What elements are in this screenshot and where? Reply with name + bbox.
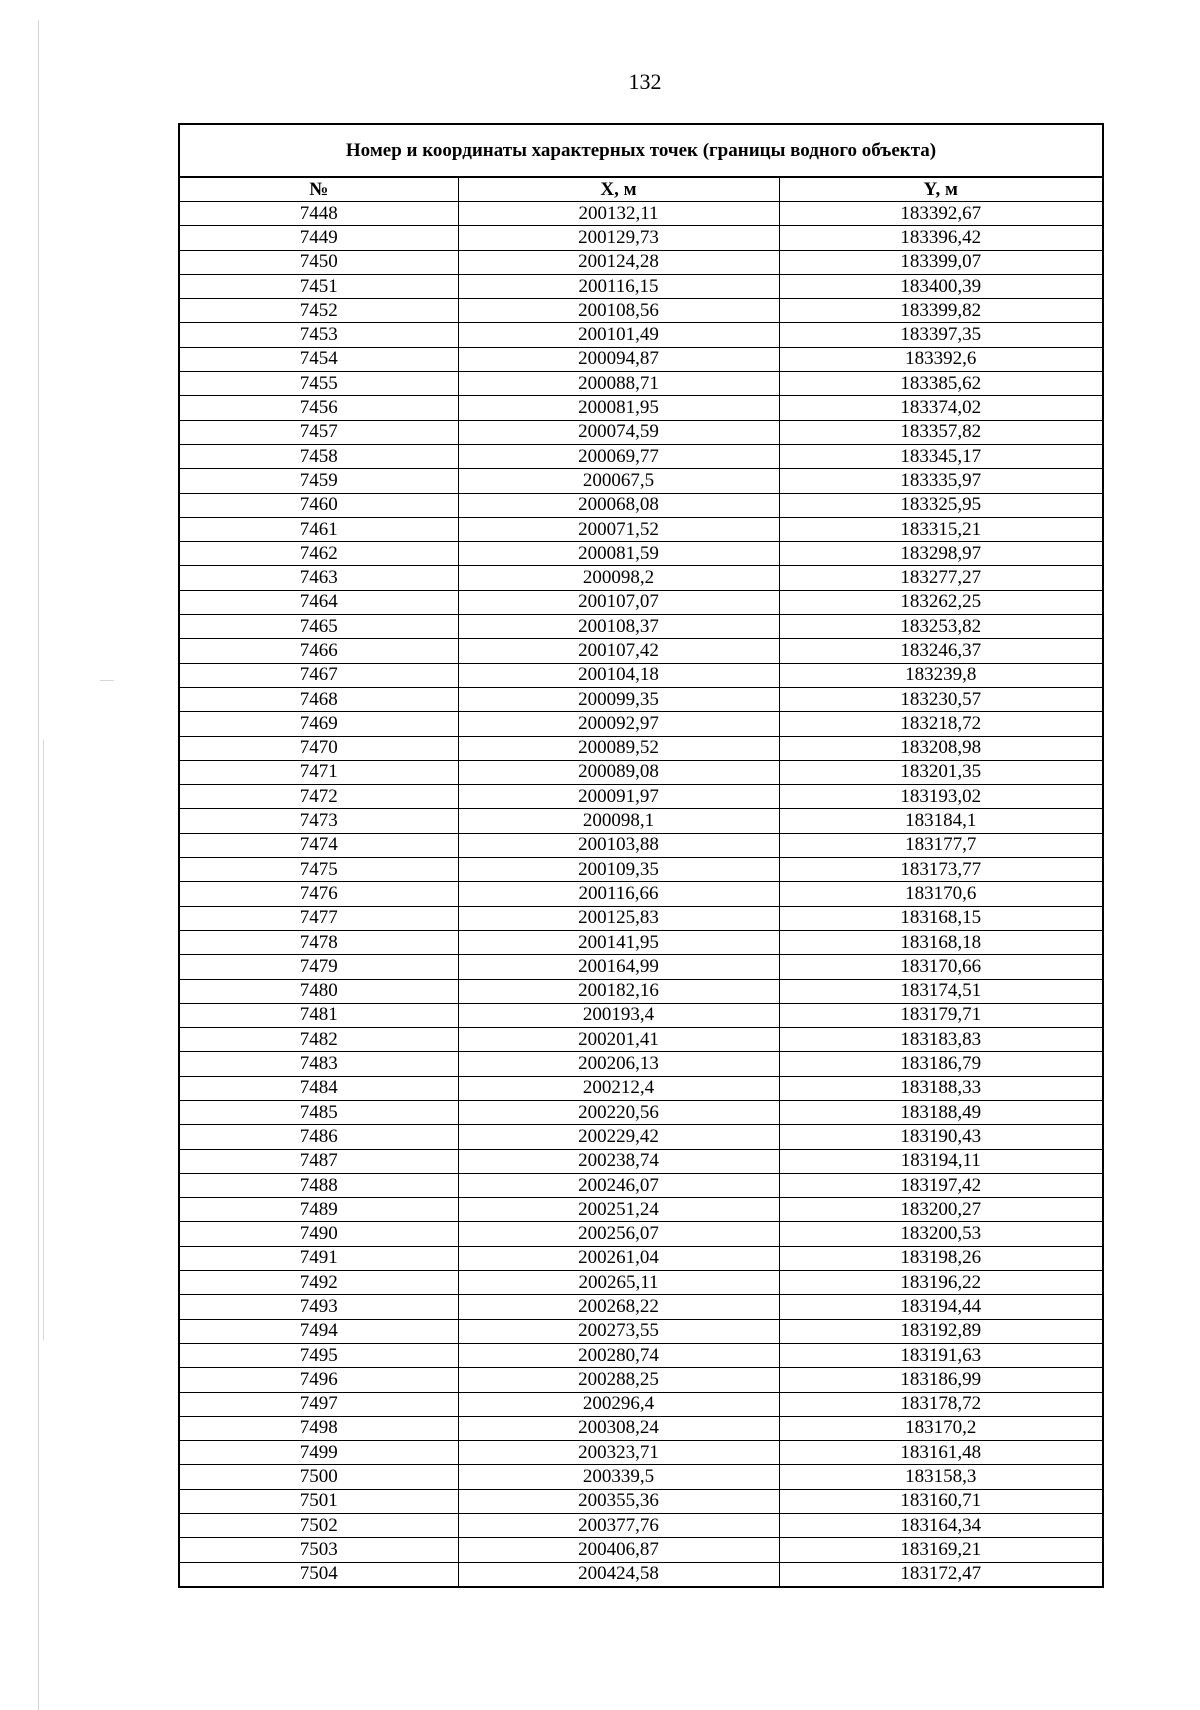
point-number-cell: 7469 [180, 712, 458, 736]
coordinates-grid [180, 178, 1102, 1586]
y-coordinate-cell: 183194,44 [779, 1295, 1102, 1319]
point-number-cell: 7503 [180, 1538, 458, 1562]
y-coordinate-cell: 183174,51 [779, 979, 1102, 1003]
point-number-cell: 7498 [180, 1416, 458, 1440]
point-number-cell: 7489 [180, 1198, 458, 1222]
point-number-cell: 7486 [180, 1125, 458, 1149]
y-coordinate-cell: 183193,02 [779, 785, 1102, 809]
point-number-cell: 7466 [180, 639, 458, 663]
point-number-cell: 7491 [180, 1246, 458, 1270]
point-number-cell: 7492 [180, 1271, 458, 1295]
point-number-cell: 7500 [180, 1465, 458, 1489]
point-number-cell: 7477 [180, 906, 458, 930]
point-number-cell: 7449 [180, 226, 458, 250]
point-number-cell: 7468 [180, 687, 458, 711]
table-row [180, 1538, 1102, 1562]
table-row [180, 517, 1102, 541]
y-coordinate-cell: 183392,6 [779, 347, 1102, 371]
table-row [180, 882, 1102, 906]
x-coordinate-cell: 200116,15 [458, 274, 779, 298]
table-row [180, 226, 1102, 250]
column-header-number: № [180, 178, 458, 202]
x-coordinate-cell: 200220,56 [458, 1100, 779, 1124]
x-coordinate-cell: 200132,11 [458, 202, 779, 226]
table-row [180, 1368, 1102, 1392]
table-row [180, 1100, 1102, 1124]
y-coordinate-cell: 183170,6 [779, 882, 1102, 906]
y-coordinate-cell: 183186,99 [779, 1368, 1102, 1392]
y-coordinate-cell: 183188,33 [779, 1076, 1102, 1100]
table-row [180, 542, 1102, 566]
y-coordinate-cell: 183196,22 [779, 1271, 1102, 1295]
y-coordinate-cell: 183188,49 [779, 1100, 1102, 1124]
x-coordinate-cell: 200108,56 [458, 299, 779, 323]
x-coordinate-cell: 200273,55 [458, 1319, 779, 1343]
table-row [180, 809, 1102, 833]
x-coordinate-cell: 200265,11 [458, 1271, 779, 1295]
y-coordinate-cell: 183172,47 [779, 1562, 1102, 1586]
point-number-cell: 7481 [180, 1003, 458, 1027]
table-row [180, 323, 1102, 347]
x-coordinate-cell: 200081,59 [458, 542, 779, 566]
table-row [180, 639, 1102, 663]
scan-edge-line [38, 20, 39, 1710]
x-coordinate-cell: 200141,95 [458, 930, 779, 954]
table-row [180, 1319, 1102, 1343]
point-number-cell: 7490 [180, 1222, 458, 1246]
y-coordinate-cell: 183184,1 [779, 809, 1102, 833]
table-row [180, 566, 1102, 590]
point-number-cell: 7461 [180, 517, 458, 541]
y-coordinate-cell: 183335,97 [779, 469, 1102, 493]
page-number: 132 [628, 69, 662, 94]
y-coordinate-cell: 183197,42 [779, 1173, 1102, 1197]
y-coordinate-cell: 183178,72 [779, 1392, 1102, 1416]
point-number-cell: 7467 [180, 663, 458, 687]
point-number-cell: 7484 [180, 1076, 458, 1100]
point-number-cell: 7455 [180, 372, 458, 396]
table-row [180, 1003, 1102, 1027]
x-coordinate-cell: 200069,77 [458, 444, 779, 468]
x-coordinate-cell: 200323,71 [458, 1441, 779, 1465]
point-number-cell: 7464 [180, 590, 458, 614]
coordinates-table [178, 123, 1104, 1588]
point-number-cell: 7453 [180, 323, 458, 347]
x-coordinate-cell: 200246,07 [458, 1173, 779, 1197]
header-row [180, 178, 1102, 202]
point-number-cell: 7452 [180, 299, 458, 323]
y-coordinate-cell: 183298,97 [779, 542, 1102, 566]
x-coordinate-cell: 200256,07 [458, 1222, 779, 1246]
x-coordinate-cell: 200238,74 [458, 1149, 779, 1173]
x-coordinate-cell: 200067,5 [458, 469, 779, 493]
table-row [180, 274, 1102, 298]
x-coordinate-cell: 200094,87 [458, 347, 779, 371]
x-coordinate-cell: 200164,99 [458, 955, 779, 979]
x-coordinate-cell: 200201,41 [458, 1028, 779, 1052]
table-row [180, 1489, 1102, 1513]
table-row [180, 1149, 1102, 1173]
y-coordinate-cell: 183191,63 [779, 1343, 1102, 1367]
y-coordinate-cell: 183192,89 [779, 1319, 1102, 1343]
x-coordinate-cell: 200406,87 [458, 1538, 779, 1562]
x-coordinate-cell: 200125,83 [458, 906, 779, 930]
table-row [180, 687, 1102, 711]
point-number-cell: 7488 [180, 1173, 458, 1197]
y-coordinate-cell: 183262,25 [779, 590, 1102, 614]
y-coordinate-cell: 183345,17 [779, 444, 1102, 468]
y-coordinate-cell: 183399,07 [779, 250, 1102, 274]
table-row [180, 930, 1102, 954]
table-row [180, 1028, 1102, 1052]
point-number-cell: 7482 [180, 1028, 458, 1052]
x-coordinate-cell: 200296,4 [458, 1392, 779, 1416]
point-number-cell: 7504 [180, 1562, 458, 1586]
y-coordinate-cell: 183230,57 [779, 687, 1102, 711]
table-row [180, 590, 1102, 614]
scan-edge-line [100, 680, 114, 681]
table-row [180, 1222, 1102, 1246]
point-number-cell: 7454 [180, 347, 458, 371]
x-coordinate-cell: 200098,2 [458, 566, 779, 590]
point-number-cell: 7483 [180, 1052, 458, 1076]
point-number-cell: 7457 [180, 420, 458, 444]
table-row [180, 1125, 1102, 1149]
y-coordinate-cell: 183198,26 [779, 1246, 1102, 1270]
x-coordinate-cell: 200101,49 [458, 323, 779, 347]
table-row [180, 736, 1102, 760]
y-coordinate-cell: 183200,53 [779, 1222, 1102, 1246]
x-coordinate-cell: 200108,37 [458, 615, 779, 639]
table-row [180, 663, 1102, 687]
point-number-cell: 7501 [180, 1489, 458, 1513]
y-coordinate-cell: 183160,71 [779, 1489, 1102, 1513]
y-coordinate-cell: 183168,15 [779, 906, 1102, 930]
point-number-cell: 7472 [180, 785, 458, 809]
table-row [180, 712, 1102, 736]
x-coordinate-cell: 200081,95 [458, 396, 779, 420]
y-coordinate-cell: 183169,21 [779, 1538, 1102, 1562]
x-coordinate-cell: 200308,24 [458, 1416, 779, 1440]
y-coordinate-cell: 183161,48 [779, 1441, 1102, 1465]
table-row [180, 906, 1102, 930]
x-coordinate-cell: 200103,88 [458, 833, 779, 857]
point-number-cell: 7470 [180, 736, 458, 760]
table-row [180, 785, 1102, 809]
table-row [180, 420, 1102, 444]
y-coordinate-cell: 183168,18 [779, 930, 1102, 954]
x-coordinate-cell: 200109,35 [458, 858, 779, 882]
x-coordinate-cell: 200339,5 [458, 1465, 779, 1489]
table-row [180, 1076, 1102, 1100]
table-row [180, 202, 1102, 226]
table-row [180, 615, 1102, 639]
table-row [180, 1052, 1102, 1076]
table-row [180, 858, 1102, 882]
table-row [180, 347, 1102, 371]
x-coordinate-cell: 200116,66 [458, 882, 779, 906]
x-coordinate-cell: 200089,52 [458, 736, 779, 760]
point-number-cell: 7493 [180, 1295, 458, 1319]
y-coordinate-cell: 183164,34 [779, 1514, 1102, 1538]
y-coordinate-cell: 183315,21 [779, 517, 1102, 541]
y-coordinate-cell: 183357,82 [779, 420, 1102, 444]
y-coordinate-cell: 183177,7 [779, 833, 1102, 857]
table-row [180, 1246, 1102, 1270]
point-number-cell: 7494 [180, 1319, 458, 1343]
y-coordinate-cell: 183218,72 [779, 712, 1102, 736]
y-coordinate-cell: 183239,8 [779, 663, 1102, 687]
point-number-cell: 7465 [180, 615, 458, 639]
table-row [180, 1198, 1102, 1222]
y-coordinate-cell: 183397,35 [779, 323, 1102, 347]
point-number-cell: 7487 [180, 1149, 458, 1173]
point-number-cell: 7475 [180, 858, 458, 882]
table-row [180, 760, 1102, 784]
table-row [180, 979, 1102, 1003]
table-row [180, 444, 1102, 468]
x-coordinate-cell: 200088,71 [458, 372, 779, 396]
point-number-cell: 7471 [180, 760, 458, 784]
x-coordinate-cell: 200107,07 [458, 590, 779, 614]
x-coordinate-cell: 200206,13 [458, 1052, 779, 1076]
table-row [180, 1416, 1102, 1440]
table-row [180, 1465, 1102, 1489]
point-number-cell: 7463 [180, 566, 458, 590]
table-row [180, 396, 1102, 420]
y-coordinate-cell: 183190,43 [779, 1125, 1102, 1149]
point-number-cell: 7460 [180, 493, 458, 517]
y-coordinate-cell: 183170,66 [779, 955, 1102, 979]
table-row [180, 833, 1102, 857]
y-coordinate-cell: 183400,39 [779, 274, 1102, 298]
x-coordinate-cell: 200068,08 [458, 493, 779, 517]
table-row [180, 1514, 1102, 1538]
x-coordinate-cell: 200107,42 [458, 639, 779, 663]
x-coordinate-cell: 200261,04 [458, 1246, 779, 1270]
column-header-y: Y, м [779, 178, 1102, 202]
point-number-cell: 7473 [180, 809, 458, 833]
y-coordinate-cell: 183170,2 [779, 1416, 1102, 1440]
point-number-cell: 7479 [180, 955, 458, 979]
x-coordinate-cell: 200074,59 [458, 420, 779, 444]
y-coordinate-cell: 183194,11 [779, 1149, 1102, 1173]
table-row [180, 493, 1102, 517]
point-number-cell: 7497 [180, 1392, 458, 1416]
point-number-cell: 7478 [180, 930, 458, 954]
point-number-cell: 7485 [180, 1100, 458, 1124]
x-coordinate-cell: 200229,42 [458, 1125, 779, 1149]
x-coordinate-cell: 200193,4 [458, 1003, 779, 1027]
point-number-cell: 7462 [180, 542, 458, 566]
x-coordinate-cell: 200091,97 [458, 785, 779, 809]
x-coordinate-cell: 200377,76 [458, 1514, 779, 1538]
point-number-cell: 7451 [180, 274, 458, 298]
x-coordinate-cell: 200071,52 [458, 517, 779, 541]
table-row [180, 1562, 1102, 1586]
point-number-cell: 7459 [180, 469, 458, 493]
y-coordinate-cell: 183374,02 [779, 396, 1102, 420]
x-coordinate-cell: 200092,97 [458, 712, 779, 736]
table-row [180, 250, 1102, 274]
scan-edge-line [43, 740, 44, 1340]
table-row [180, 1271, 1102, 1295]
y-coordinate-cell: 183201,35 [779, 760, 1102, 784]
y-coordinate-cell: 183253,82 [779, 615, 1102, 639]
point-number-cell: 7458 [180, 444, 458, 468]
point-number-cell: 7502 [180, 1514, 458, 1538]
x-coordinate-cell: 200124,28 [458, 250, 779, 274]
y-coordinate-cell: 183173,77 [779, 858, 1102, 882]
x-coordinate-cell: 200099,35 [458, 687, 779, 711]
x-coordinate-cell: 200089,08 [458, 760, 779, 784]
x-coordinate-cell: 200129,73 [458, 226, 779, 250]
x-coordinate-cell: 200098,1 [458, 809, 779, 833]
point-number-cell: 7499 [180, 1441, 458, 1465]
table-row [180, 1392, 1102, 1416]
point-number-cell: 7456 [180, 396, 458, 420]
point-number-cell: 7496 [180, 1368, 458, 1392]
y-coordinate-cell: 183208,98 [779, 736, 1102, 760]
y-coordinate-cell: 183186,79 [779, 1052, 1102, 1076]
table-row [180, 1343, 1102, 1367]
y-coordinate-cell: 183200,27 [779, 1198, 1102, 1222]
point-number-cell: 7450 [180, 250, 458, 274]
table-row [180, 299, 1102, 323]
y-coordinate-cell: 183325,95 [779, 493, 1102, 517]
x-coordinate-cell: 200212,4 [458, 1076, 779, 1100]
table-row [180, 372, 1102, 396]
x-coordinate-cell: 200251,24 [458, 1198, 779, 1222]
x-coordinate-cell: 200424,58 [458, 1562, 779, 1586]
x-coordinate-cell: 200288,25 [458, 1368, 779, 1392]
x-coordinate-cell: 200280,74 [458, 1343, 779, 1367]
point-number-cell: 7480 [180, 979, 458, 1003]
y-coordinate-cell: 183246,37 [779, 639, 1102, 663]
x-coordinate-cell: 200355,36 [458, 1489, 779, 1513]
y-coordinate-cell: 183385,62 [779, 372, 1102, 396]
point-number-cell: 7448 [180, 202, 458, 226]
y-coordinate-cell: 183179,71 [779, 1003, 1102, 1027]
y-coordinate-cell: 183399,82 [779, 299, 1102, 323]
point-number-cell: 7474 [180, 833, 458, 857]
table-title: Номер и координаты характерных точек (границы водного объекта) [180, 125, 1102, 178]
x-coordinate-cell: 200268,22 [458, 1295, 779, 1319]
y-coordinate-cell: 183396,42 [779, 226, 1102, 250]
y-coordinate-cell: 183158,3 [779, 1465, 1102, 1489]
y-coordinate-cell: 183183,83 [779, 1028, 1102, 1052]
y-coordinate-cell: 183392,67 [779, 202, 1102, 226]
table-row [180, 1173, 1102, 1197]
point-number-cell: 7476 [180, 882, 458, 906]
table-row [180, 955, 1102, 979]
y-coordinate-cell: 183277,27 [779, 566, 1102, 590]
x-coordinate-cell: 200104,18 [458, 663, 779, 687]
point-number-cell: 7495 [180, 1343, 458, 1367]
table-row [180, 1295, 1102, 1319]
table-row [180, 1441, 1102, 1465]
x-coordinate-cell: 200182,16 [458, 979, 779, 1003]
column-header-x: X, м [458, 178, 779, 202]
table-row [180, 469, 1102, 493]
